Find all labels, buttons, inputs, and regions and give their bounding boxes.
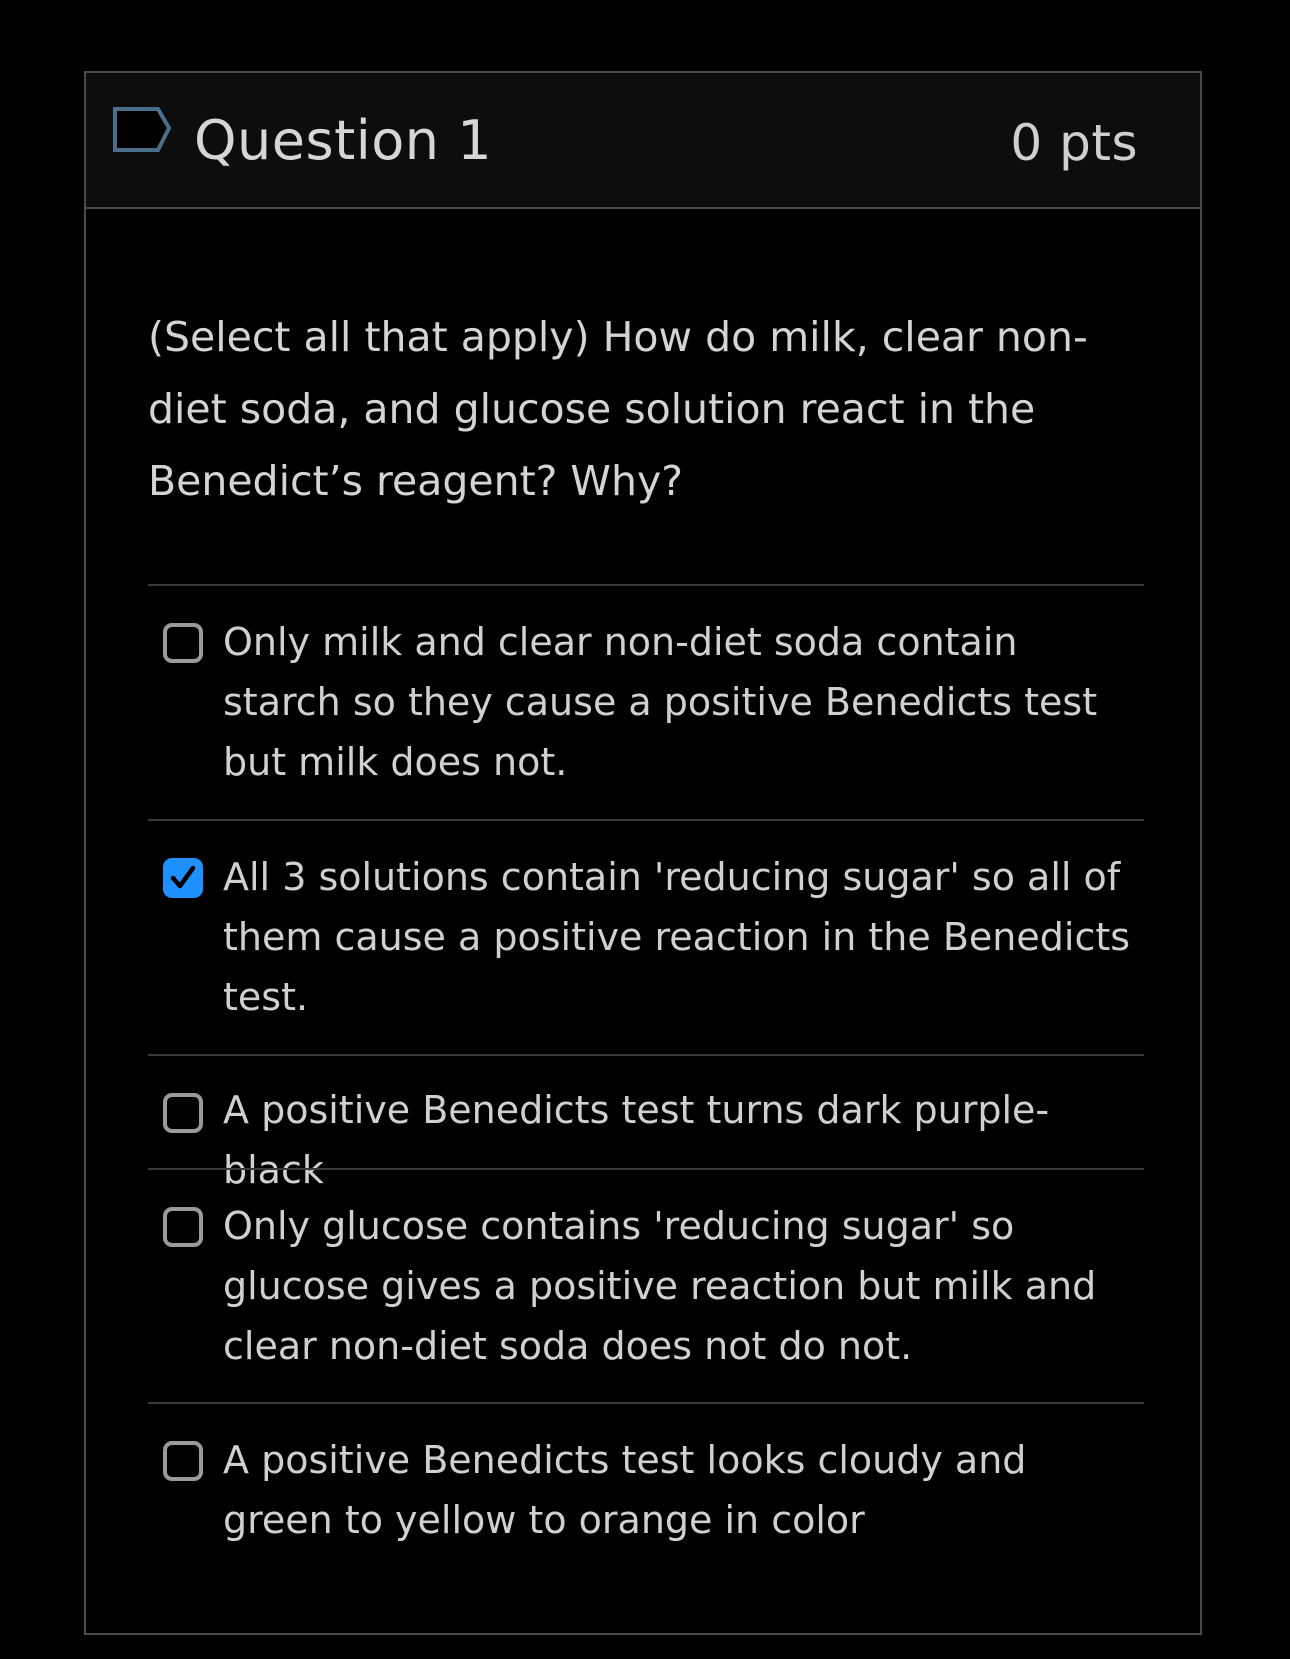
- checkmark-icon: [168, 863, 198, 893]
- checkbox-unchecked[interactable]: [163, 1093, 203, 1133]
- question-card: [84, 71, 1202, 1635]
- answer-option-1[interactable]: [148, 584, 1144, 819]
- answer-option-3[interactable]: [148, 1054, 1144, 1192]
- answer-label: Only glucose contains 'reducing sugar' so glucose gives a positive reaction but milk and clear non-diet soda does not do not.: [223, 1204, 1097, 1368]
- answer-label: A positive Benedicts test looks cloudy and green to yellow to orange in color: [223, 1438, 1027, 1542]
- answer-option-2[interactable]: [148, 819, 1144, 1054]
- checkbox-checked[interactable]: [163, 858, 203, 898]
- answer-option-5[interactable]: [148, 1402, 1144, 1582]
- answer-label: A positive Benedicts test turns dark purple-black: [223, 1088, 1050, 1192]
- question-prompt: (Select all that apply) How do milk, clear non-diet soda, and glucose solution react in the Benedict’s reagent? Why?: [148, 313, 1088, 505]
- checkbox-unchecked[interactable]: [163, 1441, 203, 1481]
- answer-label: All 3 solutions contain 'reducing sugar' so all of them cause a positive reaction in the Benedicts test.: [223, 855, 1131, 1019]
- answer-label: Only milk and clear non-diet soda contain starch so they cause a positive Benedicts test but milk does not.: [223, 620, 1098, 784]
- flag-outline-icon[interactable]: [112, 106, 172, 156]
- checkbox-unchecked[interactable]: [163, 623, 203, 663]
- checkbox-unchecked[interactable]: [163, 1207, 203, 1247]
- answer-option-4[interactable]: [148, 1168, 1144, 1402]
- question-title: Question 1: [194, 109, 493, 172]
- question-points: 0 pts: [1010, 114, 1138, 172]
- answer-list: [148, 584, 1144, 1582]
- question-header: [86, 73, 1200, 209]
